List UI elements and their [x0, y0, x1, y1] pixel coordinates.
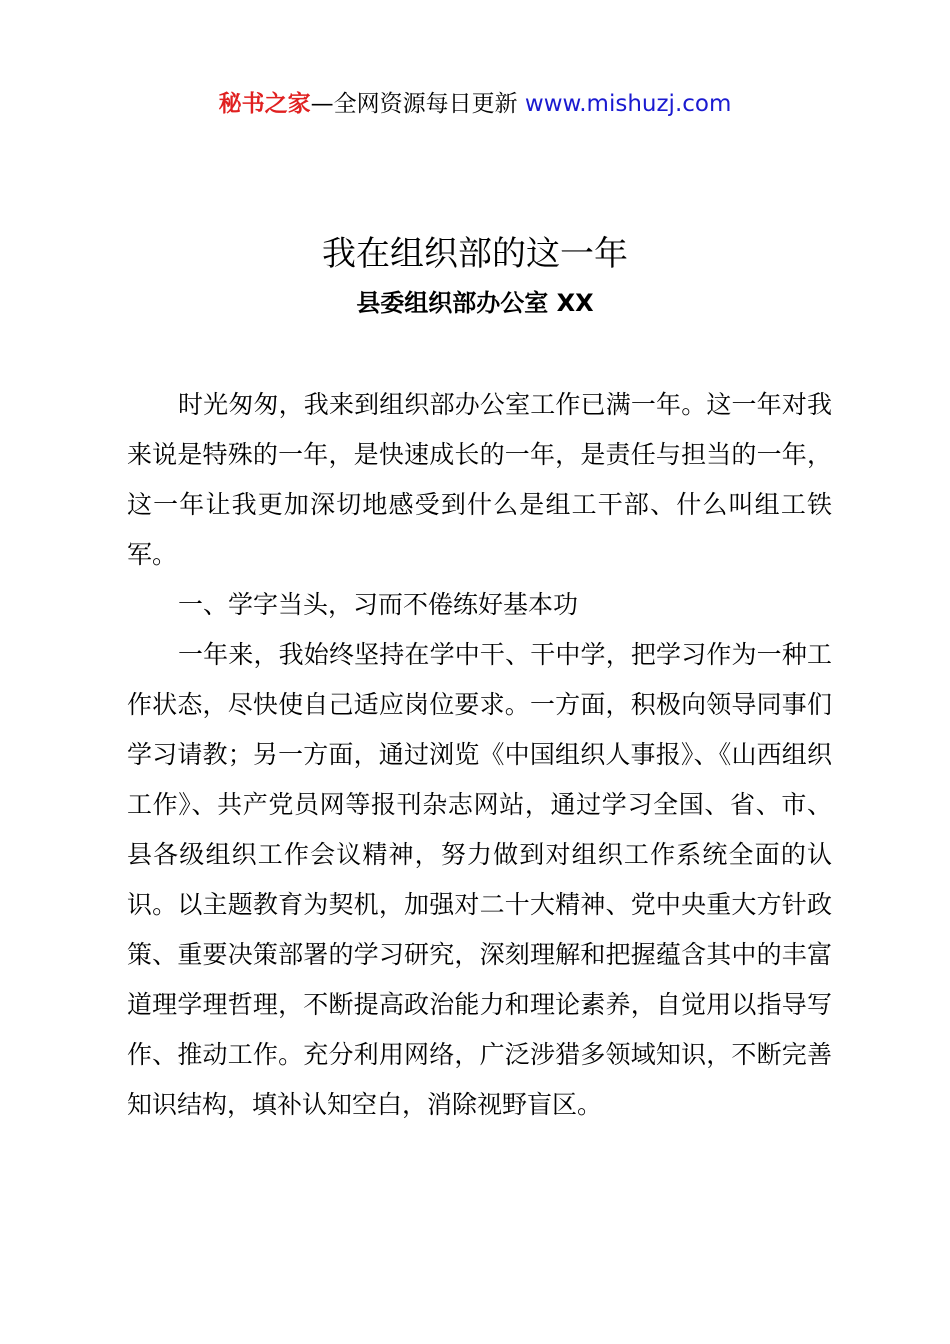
paragraph-section-1: 一年来，我始终坚持在学中干、干中学，把学习作为一种工作状态，尽快使自己适应岗位要求。一方面，积极向领导同事们学习请教；另一方面，通过浏览《中国组织人事报》、《山西组织工作》、共产党员网等报刊杂志网站，通过学习全国、省、市、县各级组织工作会议精神，努力做到对组织工作系统全面的认识。以主题教育为契机，加强对二十大精神、党中央重大方针政策、重要决策部署的学习研究，深刻理解和把握蕴含其中的丰富道理学理哲理，不断提高政治能力和理论素养，自觉用以指导写作、推动工作。充分利用网络，广泛涉猎多领域知识，不断完善知识结构，填补认知空白，消除视野盲区。 — [127, 640, 832, 1119]
site-tagline: —全网资源每日更新 — [310, 91, 525, 117]
document-body — [127, 380, 832, 1130]
site-url[interactable]: www.mishuzj.com — [524, 91, 732, 117]
paragraph-intro: 时光匆匆，我来到组织部办公室工作已满一年。这一年对我来说是特殊的一年，是快速成长的一年，是责任与担当的一年，这一年让我更加深切地感受到什么是组工干部、什么叫组工铁军。 — [127, 390, 832, 569]
section-heading-1: 一、学字当头，习而不倦练好基本功 — [178, 590, 579, 619]
document-author: 县委组织部办公室 XX — [356, 289, 594, 317]
brand-name: 秘书之家 — [218, 91, 311, 117]
site-header — [0, 86, 950, 122]
document-title: 我在组织部的这一年 — [322, 234, 628, 274]
